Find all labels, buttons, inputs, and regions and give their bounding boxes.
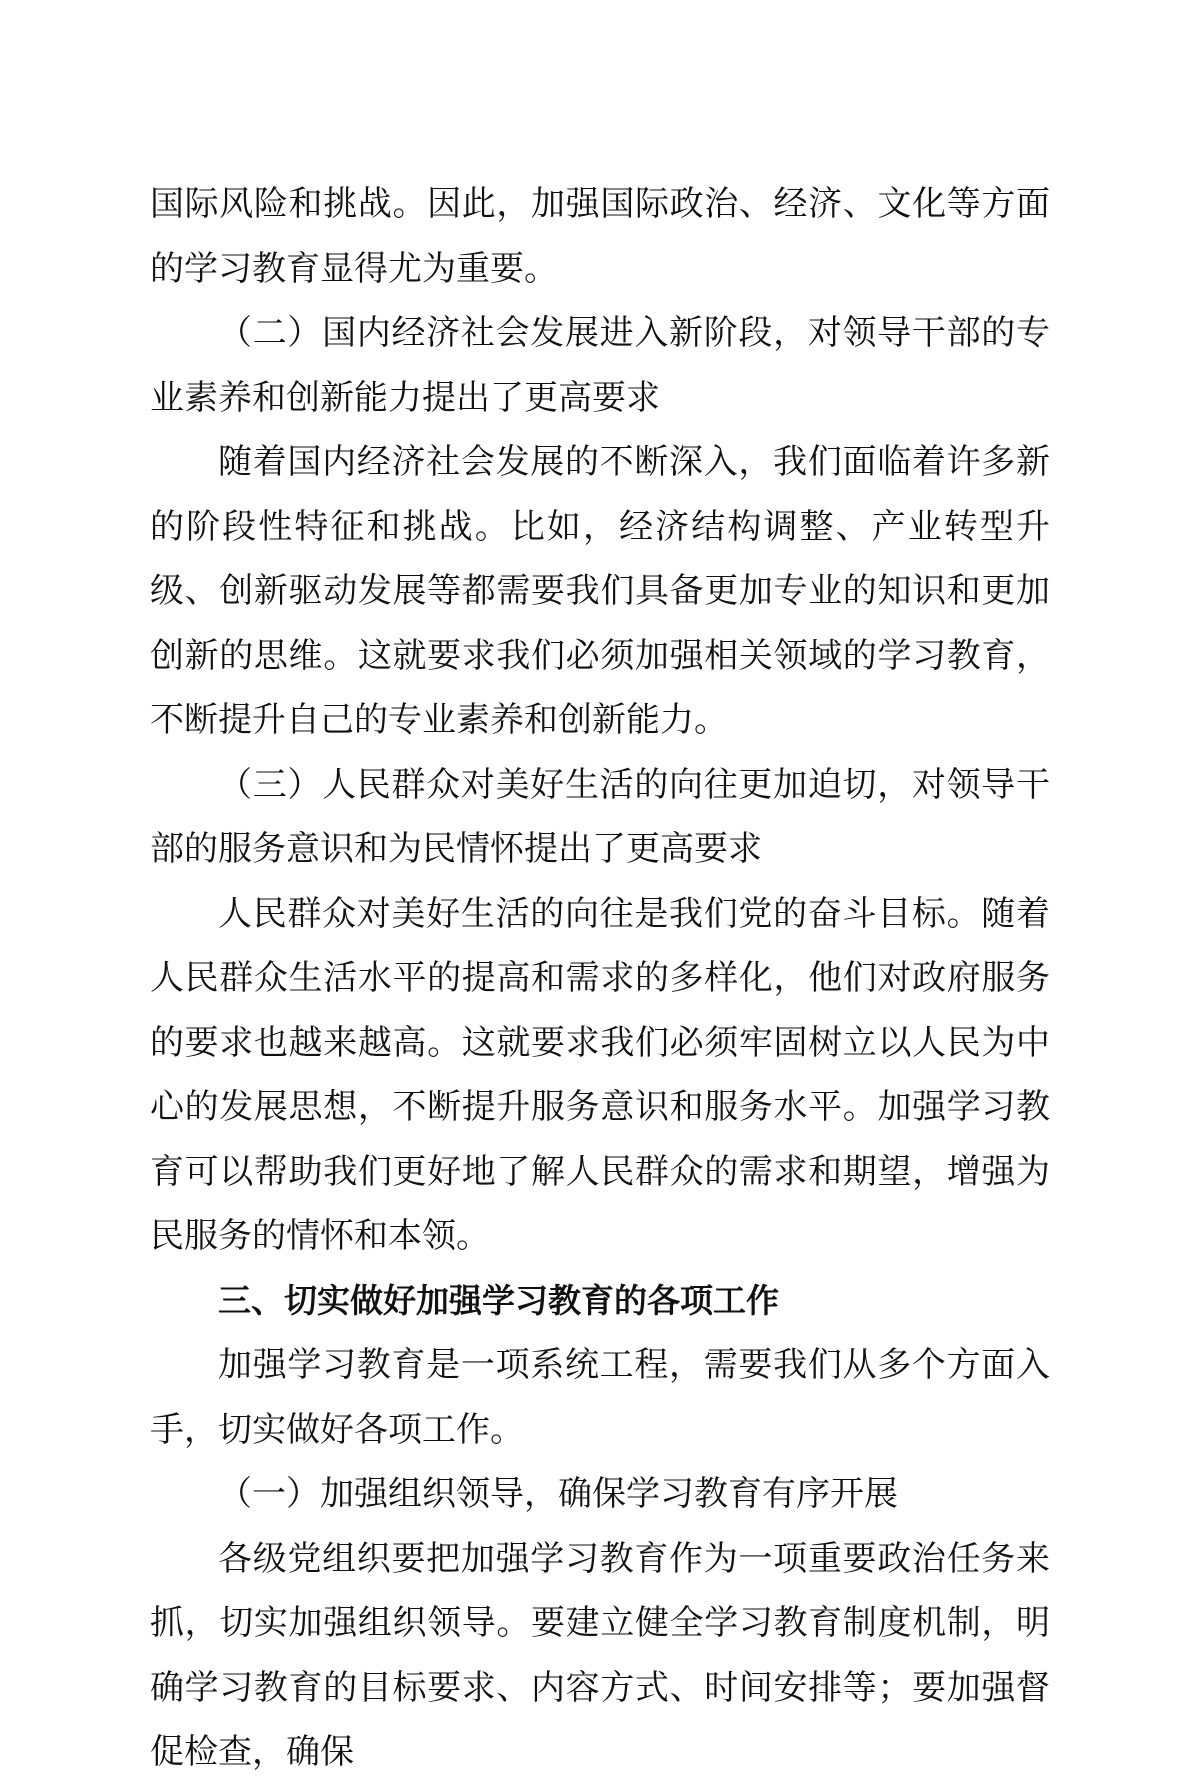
paragraph: 加强学习教育是一项系统工程，需要我们从多个方面入手，切实做好各项工作。 — [150, 1345, 1050, 1450]
subheading-2: （二）国内经济社会发展进入新阶段，对领导干部的专业素养和创新能力提出了更高要求 — [150, 313, 1050, 418]
section-heading-3: 三、切实做好加强学习教育的各项工作 — [218, 1280, 779, 1320]
paragraph: 人民群众对美好生活的向往是我们党的奋斗目标。随着人民群众生活水平的提高和需求的多样化，他们对政府服务的要求也越来越高。这就要求我们必须牢固树立以人民为中心的发展思想，不断提升服务意识和服务水平。加强学习教育可以帮助我们更好地了解人民群众的需求和期望，增强为民服务的情怀和本领。 — [150, 893, 1050, 1256]
paragraph: 各级党组织要把加强学习教育作为一项重要政治任务来抓，切实加强组织领导。要建立健全学习教育制度机制，明确学习教育的目标要求、内容方式、时间安排等；要加强督促检查，确保 — [150, 1538, 1050, 1772]
paragraph-continued: 国际风险和挑战。因此，加强国际政治、经济、文化等方面的学习教育显得尤为重要。 — [150, 184, 1050, 289]
subheading-1: （一）加强组织领导，确保学习教育有序开展 — [218, 1474, 898, 1514]
paragraph: 随着国内经济社会发展的不断深入，我们面临着许多新的阶段性特征和挑战。比如，经济结构调整、产业转型升级、创新驱动发展等都需要我们具备更加专业的知识和更加创新的思维。这就要求我们必须加强相关领域的学习教育，不断提升自己的专业素养和创新能力。 — [150, 442, 1050, 740]
document-body — [150, 172, 1050, 1785]
subheading-3: （三）人民群众对美好生活的向往更加迫切，对领导干部的服务意识和为民情怀提出了更高要求 — [150, 764, 1050, 869]
